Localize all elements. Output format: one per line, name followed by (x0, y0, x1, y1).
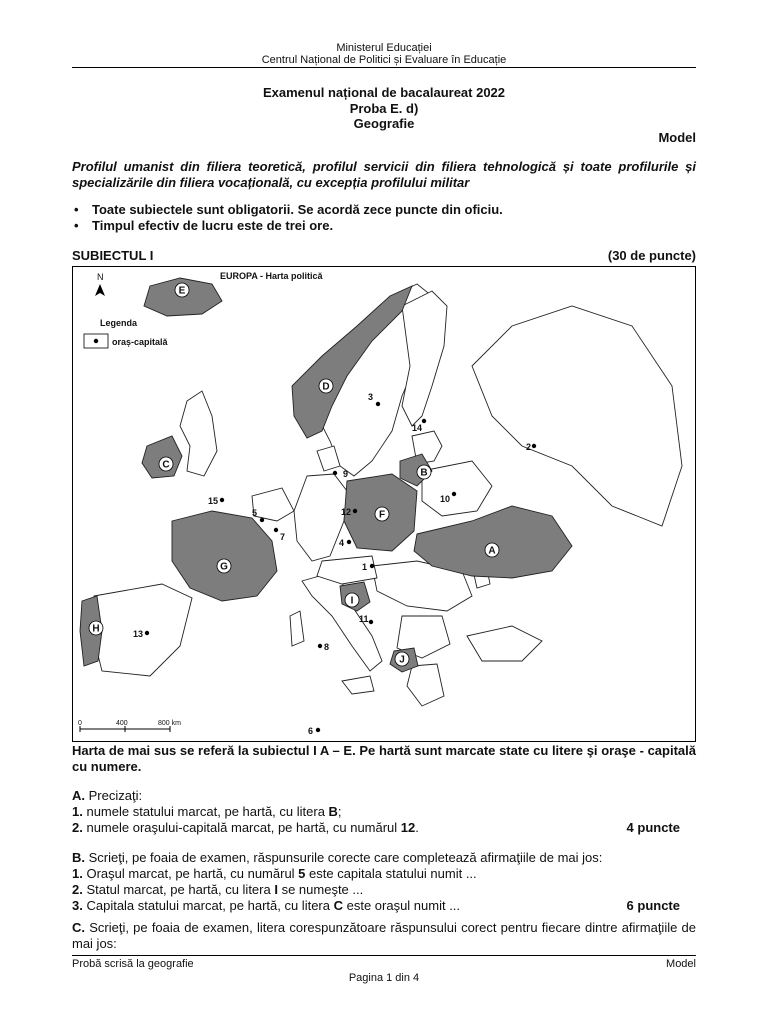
city-number: 8 (324, 642, 330, 652)
city-number: 2 (526, 442, 532, 452)
capital-dot (316, 728, 320, 732)
section-a-points: 4 puncte (626, 820, 680, 835)
exam-proba: Proba E. d) (349, 101, 419, 116)
subject-heading (72, 248, 696, 264)
section-a (72, 788, 696, 836)
map-title: EUROPA - Harta politică (220, 271, 323, 281)
scale-label: 800 km (158, 720, 181, 727)
city-number: 10 (440, 494, 451, 504)
item-number: 2. (72, 882, 83, 897)
item-text: se numeşte ... (277, 882, 364, 897)
capital-dot (370, 564, 374, 568)
item-number: 2. (72, 820, 83, 835)
city-number: 13 (133, 629, 144, 639)
state-letter: F (378, 509, 386, 521)
state-letter: A (488, 545, 496, 557)
capital-dot (145, 631, 149, 635)
state-letter: H (92, 623, 100, 635)
map-caption: Harta de mai sus se referă la subiectul I A – E. Pe hartă sunt marcate state cu litere şi oraşe - capitală cu numere. (72, 743, 696, 774)
city-number: 9 (343, 469, 349, 479)
header-center: Centrul Național de Politici și Evaluare în Educație (261, 54, 507, 66)
rule-item: • Toate subiectele sunt obligatorii. Se acordă zece puncte din oficiu. (72, 202, 696, 218)
subject-title: SUBIECTUL I (72, 248, 154, 263)
section-a-intro: Precizaţi: (88, 788, 143, 803)
item-text: . (415, 820, 419, 835)
rules-list (72, 202, 696, 234)
section-b (72, 850, 696, 914)
section-b-intro: Scrieţi, pe foaia de examen, răspunsurile corecte care completează afirmaţiile de mai jos: (88, 850, 603, 865)
model-label: Model (658, 130, 696, 145)
capital-dot (369, 620, 373, 624)
item-key: B (328, 804, 338, 819)
item-text: ; (337, 804, 342, 819)
capital-dot-icon (94, 339, 98, 343)
header-ministry: Ministerul Educației (336, 42, 432, 54)
capital-dot (260, 518, 264, 522)
item-text: este capitala statului numit ... (305, 866, 477, 881)
item-text: Oraşul marcat, pe hartă, cu numărul (86, 866, 299, 881)
footer-rule (72, 955, 696, 956)
state-letter: E (178, 285, 186, 297)
exam-title: Examenul național de bacalaureat 2022 (262, 85, 506, 100)
item-key: 12 (400, 820, 416, 835)
scale-label: 400 (116, 720, 128, 727)
city-number: 6 (308, 726, 314, 736)
profile-note: Profilul umanist din filiera teoretică, profilul servicii din filiera tehnologică și toate profilurile și specializările din filiera vocațională, cu excepția profilului militar (72, 159, 696, 190)
item-text: este oraşul numit ... (342, 898, 461, 913)
capital-dot (347, 540, 351, 544)
item-key: C (333, 898, 343, 913)
section-c-label: C. (72, 920, 85, 935)
state-letter: C (162, 459, 170, 471)
item-text: numele statului marcat, pe hartă, cu litera (86, 804, 329, 819)
item-number: 1. (72, 866, 83, 881)
capital-dot (318, 644, 322, 648)
capital-dot (532, 444, 536, 448)
section-c-intro: Scrieţi, pe foaia de examen, litera corespunzătoare răspunsului corect pentru fiecare dintre afirmaţiile de mai jos: (72, 920, 696, 951)
state-letter: I (350, 595, 354, 607)
capital-dot (274, 528, 278, 532)
section-c (72, 920, 696, 952)
item-key: 5 (298, 866, 306, 881)
state-letter: J (399, 654, 405, 666)
legend-item: oraș-capitală (112, 337, 168, 347)
north-label: N (97, 272, 104, 282)
capital-dot (333, 471, 337, 475)
europe-political-map (72, 266, 696, 742)
subject-points: (30 de puncte) (607, 248, 696, 263)
exam-subject: Geografie (353, 116, 415, 131)
item-number: 3. (72, 898, 83, 913)
state-letter: B (420, 467, 428, 479)
city-number: 15 (208, 496, 219, 506)
header-rule (72, 67, 696, 68)
capital-dot (220, 498, 224, 502)
item-number: 1. (72, 804, 83, 819)
city-number: 11 (359, 614, 369, 624)
scale-label: 0 (78, 720, 82, 727)
capital-dot (353, 509, 357, 513)
item-text: numele oraşului-capitală marcat, pe hartă, cu numărul (86, 820, 401, 835)
item-text: Capitala statului marcat, pe hartă, cu litera (86, 898, 334, 913)
city-number: 3 (368, 392, 374, 402)
footer-right: Model (666, 958, 696, 970)
city-number: 7 (280, 532, 286, 542)
city-number: 1 (362, 562, 368, 572)
legend-title: Legenda (100, 318, 138, 328)
section-b-points: 6 puncte (626, 898, 680, 913)
state-letter: G (220, 561, 228, 573)
city-number: 5 (252, 508, 258, 518)
city-number: 12 (341, 507, 352, 517)
capital-dot (422, 419, 426, 423)
capital-dot (452, 492, 456, 496)
item-key: I (274, 882, 278, 897)
city-number: 4 (339, 538, 345, 548)
capital-dot (376, 402, 380, 406)
section-a-label: A. (72, 788, 85, 803)
section-b-label: B. (72, 850, 85, 865)
footer-left: Probă scrisă la geografie (72, 958, 194, 970)
state-letter: D (322, 381, 330, 393)
rule-item: • Timpul efectiv de lucru este de trei ore. (72, 218, 696, 234)
item-text: Statul marcat, pe hartă, cu litera (86, 882, 275, 897)
footer-page: Pagina 1 din 4 (348, 972, 420, 984)
city-number: 14 (412, 423, 423, 433)
